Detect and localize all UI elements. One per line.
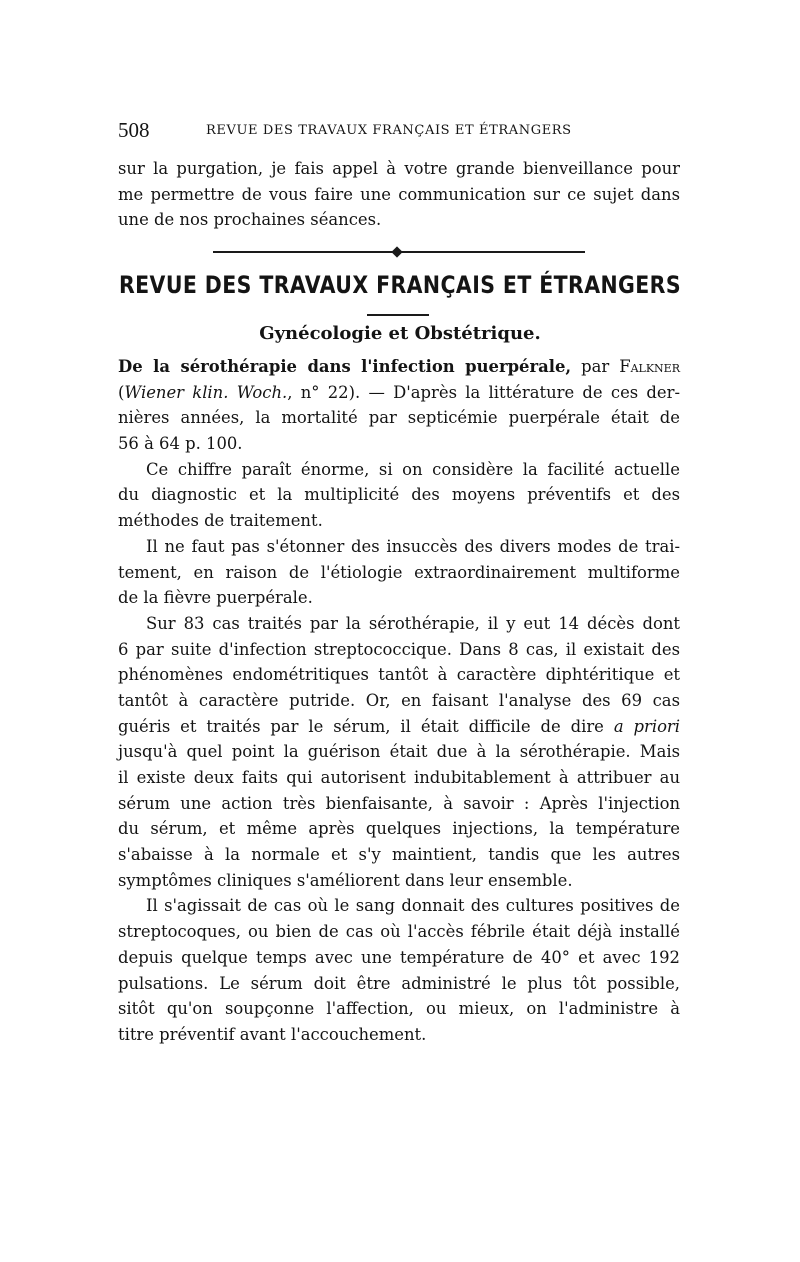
text-fragment: guéris et traités par le sérum, il était difficile de dire [118, 716, 604, 736]
text-line: 56 à 64 p. 100. [118, 434, 243, 454]
section-heading: REVUE DES TRAVAUX FRANÇAIS ET ÉTRANGERS [118, 271, 682, 299]
article-author: Falkner [619, 357, 680, 376]
heading-underline [367, 314, 429, 316]
article-by: par [581, 357, 610, 376]
text-line: du sérum, et même après quelques injections, la température [118, 819, 680, 839]
article-source-line [118, 380, 680, 406]
text-line: Sur 83 cas traités par la sérothérapie, il y eut 14 décès dont [146, 613, 680, 633]
journal-issue: , n° 22). [287, 382, 361, 402]
text-line: sitôt qu'on soupçonne l'affection, ou mieux, on l'administre à [118, 999, 680, 1019]
text-line: Il ne faut pas s'étonner des insuccès des divers modes de trai- [146, 536, 680, 556]
article-lead: — D'après la littérature de ces der- [360, 382, 681, 402]
text-line: du diagnostic et la multiplicité des moyens préventifs et des [118, 485, 680, 505]
text-line: me permettre de vous faire une communication sur ce sujet dans [118, 184, 680, 204]
text-line: pulsations. Le sérum doit être administré le plus tôt possible, [118, 973, 680, 993]
text-line: méthodes de traitement. [118, 511, 323, 531]
text-line: tement, en raison de l'étiologie extraordinairement multiforme [118, 562, 680, 582]
text-line: sérum une action très bienfaisante, à savoir : Après l'injection [118, 793, 680, 813]
text-line-a-priori [118, 714, 680, 740]
running-head [118, 117, 678, 143]
text-line: symptômes cliniques s'améliorent dans leur ensemble. [118, 870, 573, 890]
text-line: Ce chiffre paraît énorme, si on considère la facilité actuelle [146, 459, 680, 479]
text-line: nières années, la mortalité par septicémie puerpérale était de [118, 408, 680, 428]
article-body [118, 354, 680, 1048]
article-title: De la sérothérapie dans l'infection puerpérale, [118, 357, 572, 376]
text-line: Il s'agissait de cas où le sang donnait des cultures positives de [146, 896, 680, 916]
a-priori-italic: a priori [613, 716, 681, 736]
text-line: streptocoques, ou bien de cas où l'accès fébrile était déjà installé [118, 922, 680, 942]
running-title: REVUE DES TRAVAUX FRANÇAIS ET ÉTRANGERS [206, 123, 572, 138]
text-line: de la fièvre puerpérale. [118, 588, 313, 608]
text-line: jusqu'à quel point la guérison était due à la sérothérapie. Mais [118, 742, 680, 762]
text-line: titre préventif avant l'accouchement. [118, 1024, 427, 1044]
text-line: depuis quelque temps avec une température de 40° et avec 192 [118, 947, 680, 967]
text-line: s'abaisse à la normale et s'y maintient, tandis que les autres [118, 845, 680, 865]
intro-paragraph [118, 156, 680, 233]
journal-name: Wiener klin. Woch. [124, 382, 288, 402]
section-subheading: Gynécologie et Obstétrique. [259, 323, 541, 344]
source-open: ( [118, 382, 125, 402]
text-line: tantôt à caractère putride. Or, en faisant l'analyse des 69 cas [118, 690, 680, 710]
article-title-line [118, 354, 680, 380]
page-number: 508 [118, 118, 150, 142]
text-line: phénomènes endométritiques tantôt à caractère diphtéritique et [118, 665, 680, 685]
text-line: il existe deux faits qui autorisent indubitablement à attribuer au [118, 768, 680, 787]
divider-ornament [391, 246, 402, 257]
text-line: sur la purgation, je fais appel à votre grande bienveillance pour [118, 159, 680, 178]
text-line: 6 par suite d'infection streptococcique. Dans 8 cas, il existait des [118, 639, 680, 659]
text-line: une de nos prochaines séances. [118, 210, 382, 230]
